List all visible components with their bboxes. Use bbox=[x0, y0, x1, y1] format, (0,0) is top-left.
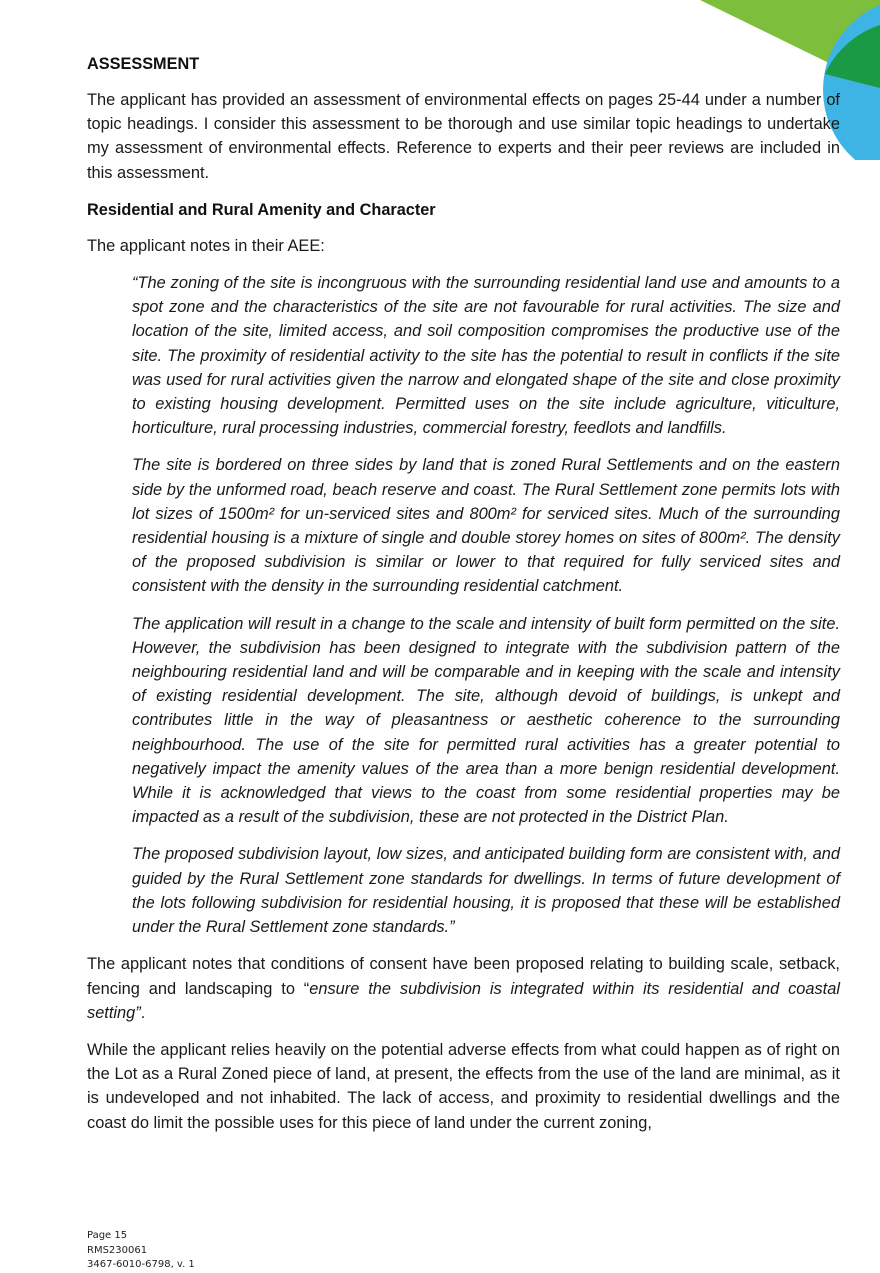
page-number: Page 15 bbox=[87, 1230, 128, 1241]
quote-paragraph: The proposed subdivision layout, low sizes, and anticipated building form are consistent with, and guided by the Rural Settlement zone standards for dwellings. In terms of future development of the lots following subdivision for residential housing, it is proposed that these will be established under the Rural Settlement zone standards.” bbox=[132, 845, 840, 937]
page-footer bbox=[87, 1229, 195, 1273]
conditions-text: The applicant notes that conditions of consent have been proposed relating to building scale, setback, fencing and landscaping to “ bbox=[87, 955, 840, 998]
quote-paragraph: The application will result in a change to the scale and intensity of built form permitted on the site. However, the subdivision has been designed to integrate with the subdivision pattern of the neighbouring residential land and will be comparable and in keeping with the scale and intensity of existing residential development. The site, although devoid of buildings, is unkept and contributes little in the way of pleasantness or aesthetic coherence to the surrounding neighbourhood. The use of the site for permitted rural activities has a greater potential to negatively impact the amenity values of the area than a more benign residential development. While it is acknowledged that views to the coast from some residential properties may be impacted as a result of the subdivision, these are not protected in the District Plan. bbox=[132, 614, 840, 827]
conditions-end: . bbox=[140, 1003, 146, 1022]
aee-lead-paragraph: The applicant notes in their AEE: bbox=[87, 236, 325, 255]
reference-number: RMS230061 bbox=[87, 1244, 148, 1256]
quote-paragraph: The site is bordered on three sides by land that is zoned Rural Settlements and on the eastern side by the unformed road, beach reserve and coast. The Rural Settlement zone permits lots with lot sizes of 1500m² for un-serviced sites and 800m² for serviced sites. Much of the surrounding residential housing is a mixture of single and double storey homes on sites of 800m². The density of the proposed subdivision is similar or lower to that required for fully serviced sites and consistent with the density in the surrounding residential catchment. bbox=[132, 456, 840, 596]
intro-paragraph: The applicant has provided an assessment of environmental effects on pages 25-44 under a number of topic headings. I consider this assessment to be thorough and use similar topic headings to undertake my assessment of environmental effects. Reference to experts and their peer reviews are included in this assessment. bbox=[87, 91, 840, 182]
section-heading: ASSESSMENT bbox=[87, 55, 200, 73]
document-page bbox=[87, 52, 840, 1148]
conditions-quote: ensure the subdivision is integrated within its residential and coastal setting” bbox=[87, 979, 840, 1022]
subsection-heading: Residential and Rural Amenity and Character bbox=[87, 200, 436, 219]
quote-paragraph: “The zoning of the site is incongruous with the surrounding residential land use and amounts to a spot zone and the characteristics of the site are not favourable for rural activities. The size and location of the site, limited access, and soil composition compromises the productive use of the site. The proximity of residential activity to the site has the potential to result in conflicts if the site was used for rural activities given the narrow and elongated shape of the site and close proximity to existing housing development. Permitted uses on the site include agriculture, viticulture, horticulture, rural processing industries, commercial forestry, feedlots and landfills. bbox=[132, 274, 840, 438]
closing-paragraph: While the applicant relies heavily on the potential adverse effects from what could happen as of right on the Lot as a Rural Zoned piece of land, at present, the effects from the use of the land are minimal, as it is undeveloped and not inhabited. The lack of access, and proximity to residential dwellings and the coast do limit the possible uses for this piece of land under the current zoning, bbox=[87, 1040, 840, 1132]
conditions-paragraph bbox=[87, 952, 840, 1025]
document-id: 3467-6010-6798, v. 1 bbox=[87, 1259, 195, 1270]
